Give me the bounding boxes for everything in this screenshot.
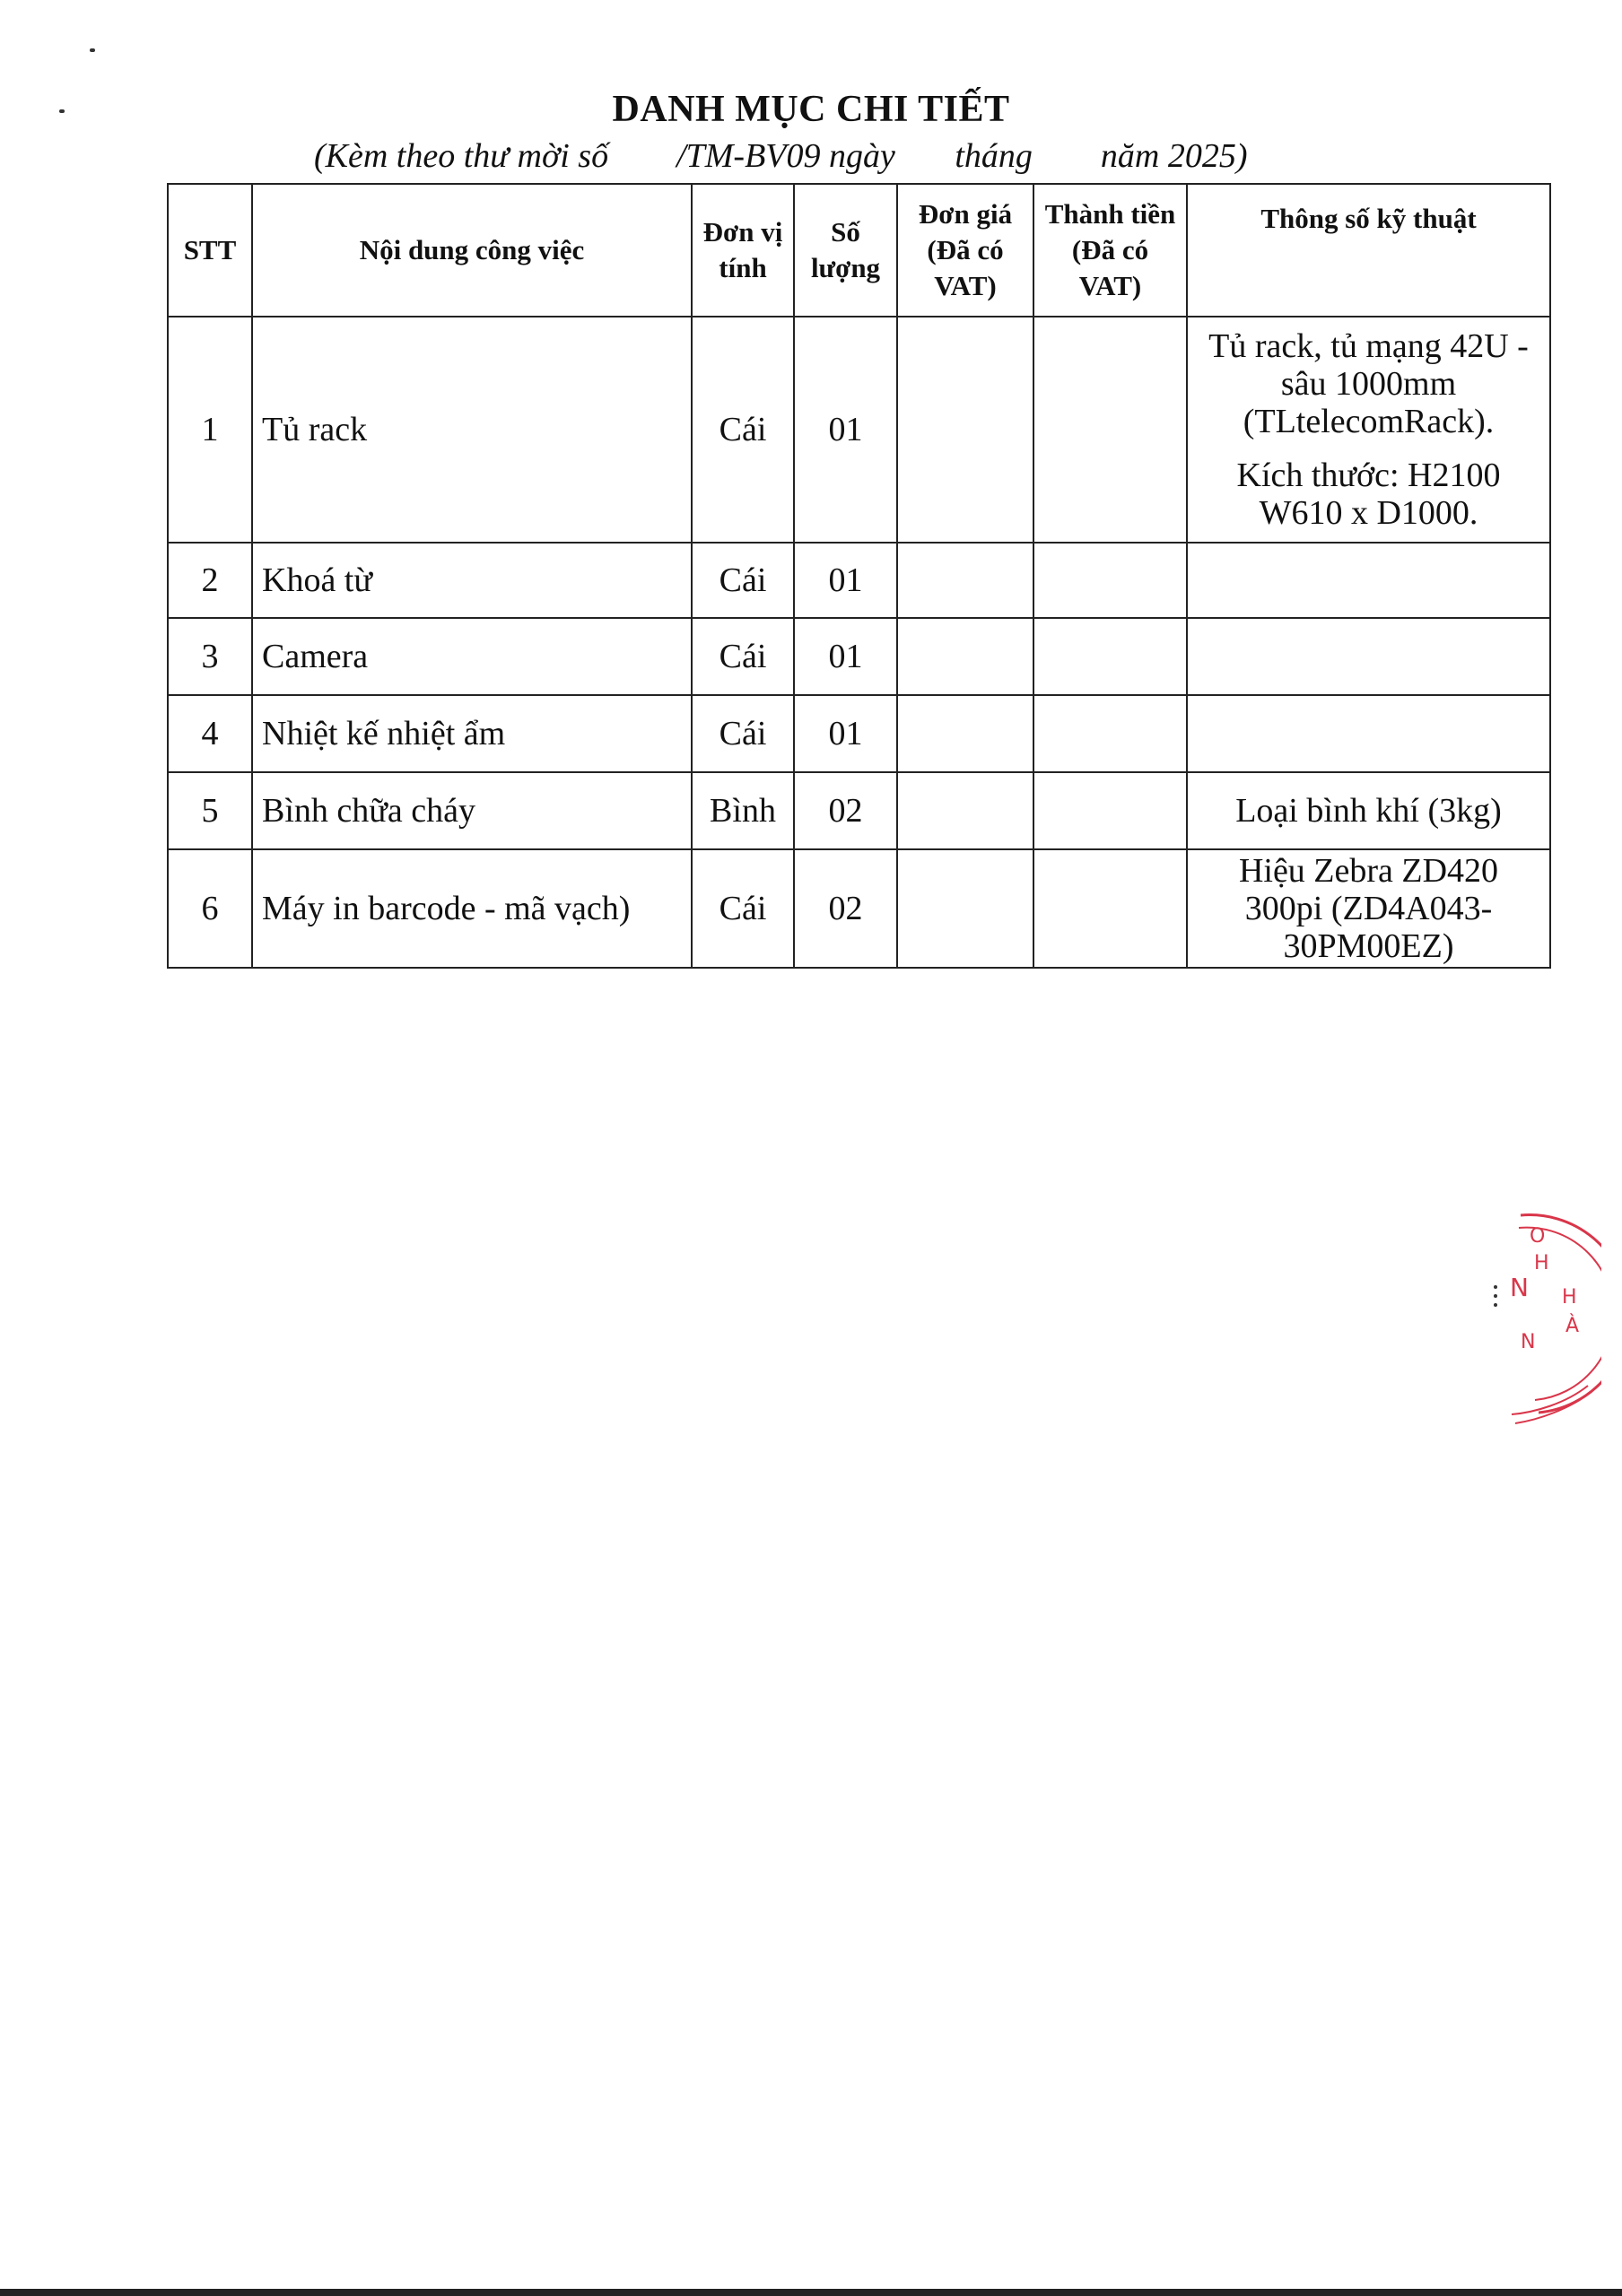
cell-stt: 3 [168, 618, 252, 695]
seal-letter: N [1510, 1273, 1529, 1302]
cell-unit: Cái [692, 543, 794, 618]
header-total: Thành tiền (Đã có VAT) [1033, 184, 1187, 317]
seal-letter: N [1521, 1331, 1536, 1353]
cell-content: Khoá từ [252, 543, 692, 618]
cell-content: Bình chữa cháy [252, 772, 692, 849]
cell-stt: 5 [168, 772, 252, 849]
cell-stt: 4 [168, 695, 252, 772]
document-title: DANH MỤC CHI TIẾT [612, 89, 1010, 130]
cell-price [897, 695, 1033, 772]
cell-content: Camera [252, 618, 692, 695]
cell-unit: Cái [692, 695, 794, 772]
cell-spec [1187, 618, 1550, 695]
cell-total [1033, 849, 1187, 968]
cell-qty: 01 [794, 543, 897, 618]
cell-price [897, 849, 1033, 968]
seal-letter: H [1562, 1286, 1577, 1309]
cell-qty: 02 [794, 772, 897, 849]
cell-unit: Cái [692, 618, 794, 695]
table-row [168, 618, 1550, 695]
cell-unit: Bình [692, 772, 794, 849]
cell-spec: Loại bình khí (3kg) [1187, 772, 1550, 849]
cell-qty: 01 [794, 695, 897, 772]
cell-stt: 6 [168, 849, 252, 968]
cell-total [1033, 543, 1187, 618]
table-row [168, 543, 1550, 618]
cell-total [1033, 317, 1187, 543]
seal-letter: O [1530, 1225, 1546, 1248]
seal-letter: H [1534, 1252, 1549, 1274]
cell-price [897, 618, 1033, 695]
document-subtitle: (Kèm theo thư mời số /TM-BV09 ngày tháng năm 2025) [314, 137, 1248, 175]
cell-unit: Cái [692, 317, 794, 543]
header-price: Đơn giá (Đã có VAT) [897, 184, 1033, 317]
cell-spec [1187, 543, 1550, 618]
table-row [168, 849, 1550, 968]
cell-content: Máy in barcode - mã vạch) [252, 849, 692, 968]
scan-bottom-edge [0, 2289, 1622, 2296]
seal-dot [1494, 1303, 1497, 1307]
seal-dot [1494, 1294, 1497, 1298]
cell-spec [1187, 695, 1550, 772]
seal-dot [1494, 1285, 1497, 1289]
red-seal-stamp [1485, 1197, 1601, 1431]
cell-total [1033, 695, 1187, 772]
cell-price [897, 772, 1033, 849]
cell-qty: 01 [794, 317, 897, 543]
cell-unit: Cái [692, 849, 794, 968]
spec-line: Kích thước: H2100 W610 x D1000. [1236, 457, 1501, 532]
cell-price [897, 317, 1033, 543]
table-row [168, 772, 1550, 849]
seal-inner-ring [1519, 1228, 1601, 1400]
cell-price [897, 543, 1033, 618]
cell-spec: Hiệu Zebra ZD420 300pi (ZD4A043-30PM00EZ) [1187, 849, 1550, 968]
cell-stt: 1 [168, 317, 252, 543]
cell-content: Tủ rack [252, 317, 692, 543]
header-qty: Số lượng [794, 184, 897, 317]
spec-line: Tủ rack, tủ mạng 42U - sâu 1000mm (TLtelecomRack). [1208, 327, 1529, 440]
cell-spec [1187, 317, 1550, 543]
header-stt: STT [168, 184, 252, 317]
table-header-row [168, 184, 1550, 317]
cell-content: Nhiệt kế nhiệt ẩm [252, 695, 692, 772]
header-unit: Đơn vị tính [692, 184, 794, 317]
header-spec: Thông số kỹ thuật [1187, 184, 1550, 317]
table-row [168, 317, 1550, 543]
cell-stt: 2 [168, 543, 252, 618]
cell-qty: 01 [794, 618, 897, 695]
cell-qty: 02 [794, 849, 897, 968]
seal-letter: À [1565, 1315, 1580, 1337]
cell-total [1033, 618, 1187, 695]
scan-speck [90, 48, 95, 52]
table-row [168, 695, 1550, 772]
detail-table [167, 183, 1551, 969]
cell-total [1033, 772, 1187, 849]
header-content: Nội dung công việc [252, 184, 692, 317]
